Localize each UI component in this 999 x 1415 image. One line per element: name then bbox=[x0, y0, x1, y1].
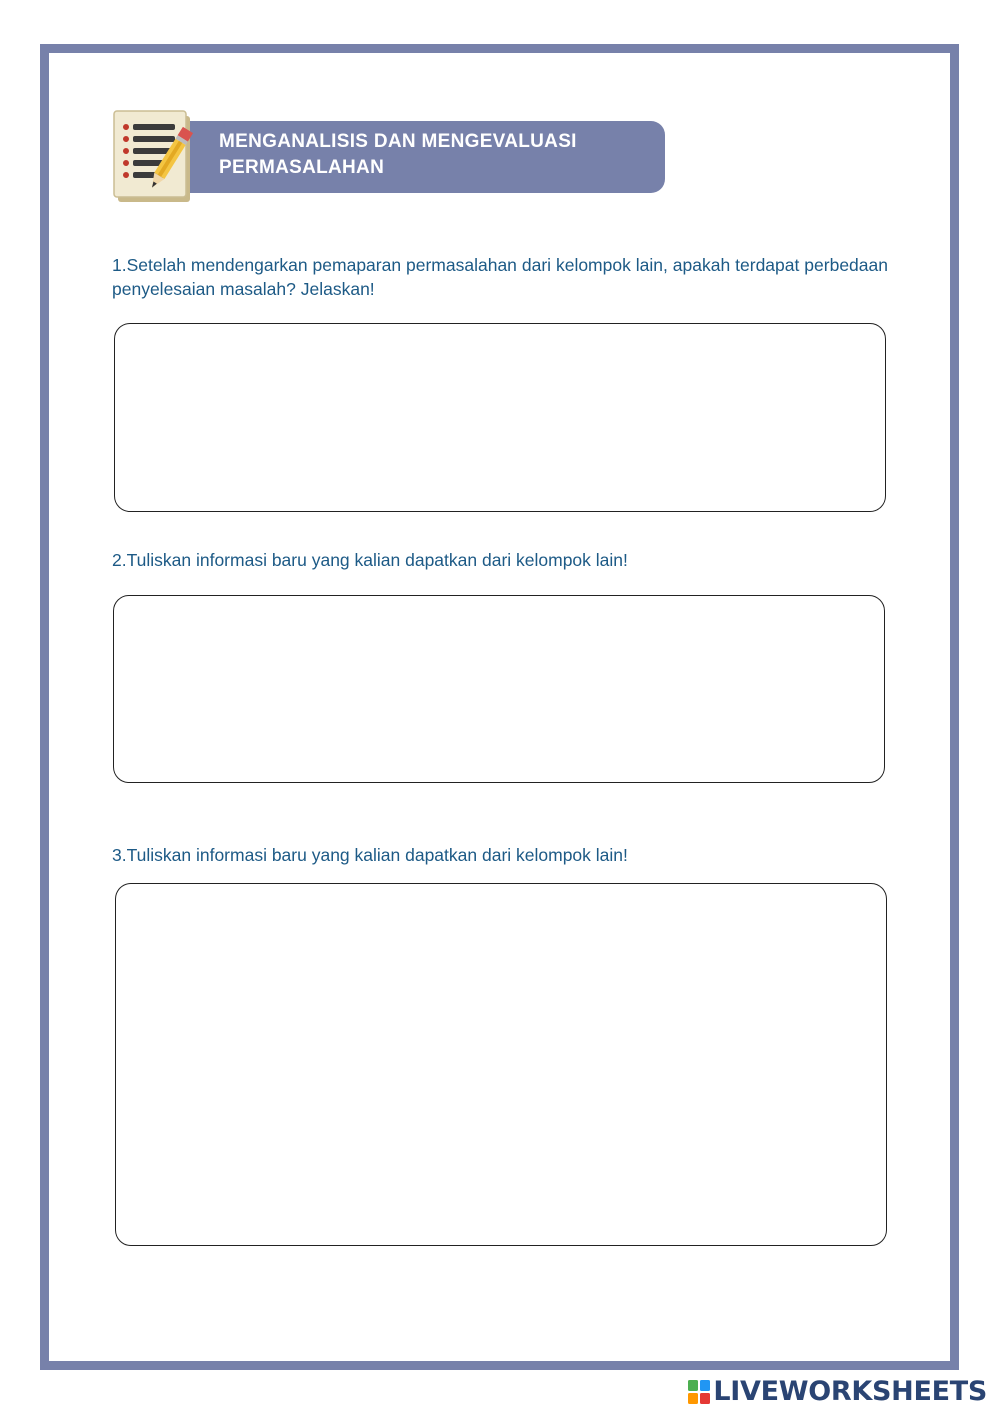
liveworksheets-logo-icon bbox=[688, 1380, 710, 1404]
question-1-text: 1.Setelah mendengarkan pemaparan permasalahan dari kelompok lain, apakah terdapat perbedaan penyelesaian masalah? Jelaskan! bbox=[112, 255, 888, 299]
question-2-text: 2.Tuliskan informasi baru yang kalian dapatkan dari kelompok lain! bbox=[112, 550, 628, 570]
checklist-pencil-icon bbox=[108, 108, 208, 206]
liveworksheets-logo[interactable] bbox=[688, 1376, 987, 1408]
section-title-line1: MENGANALISIS DAN MENGEVALUASI bbox=[219, 131, 577, 152]
section-title-line2: PERMASALAHAN bbox=[219, 157, 385, 178]
section-title bbox=[219, 129, 659, 181]
question-3-text: 3.Tuliskan informasi baru yang kalian dapatkan dari kelompok lain! bbox=[112, 845, 628, 865]
answer-box-1[interactable] bbox=[114, 323, 886, 512]
brand-name: LIVEWORKSHEETS bbox=[713, 1376, 987, 1407]
answer-box-2[interactable] bbox=[113, 595, 885, 783]
answer-box-3[interactable] bbox=[115, 883, 887, 1246]
